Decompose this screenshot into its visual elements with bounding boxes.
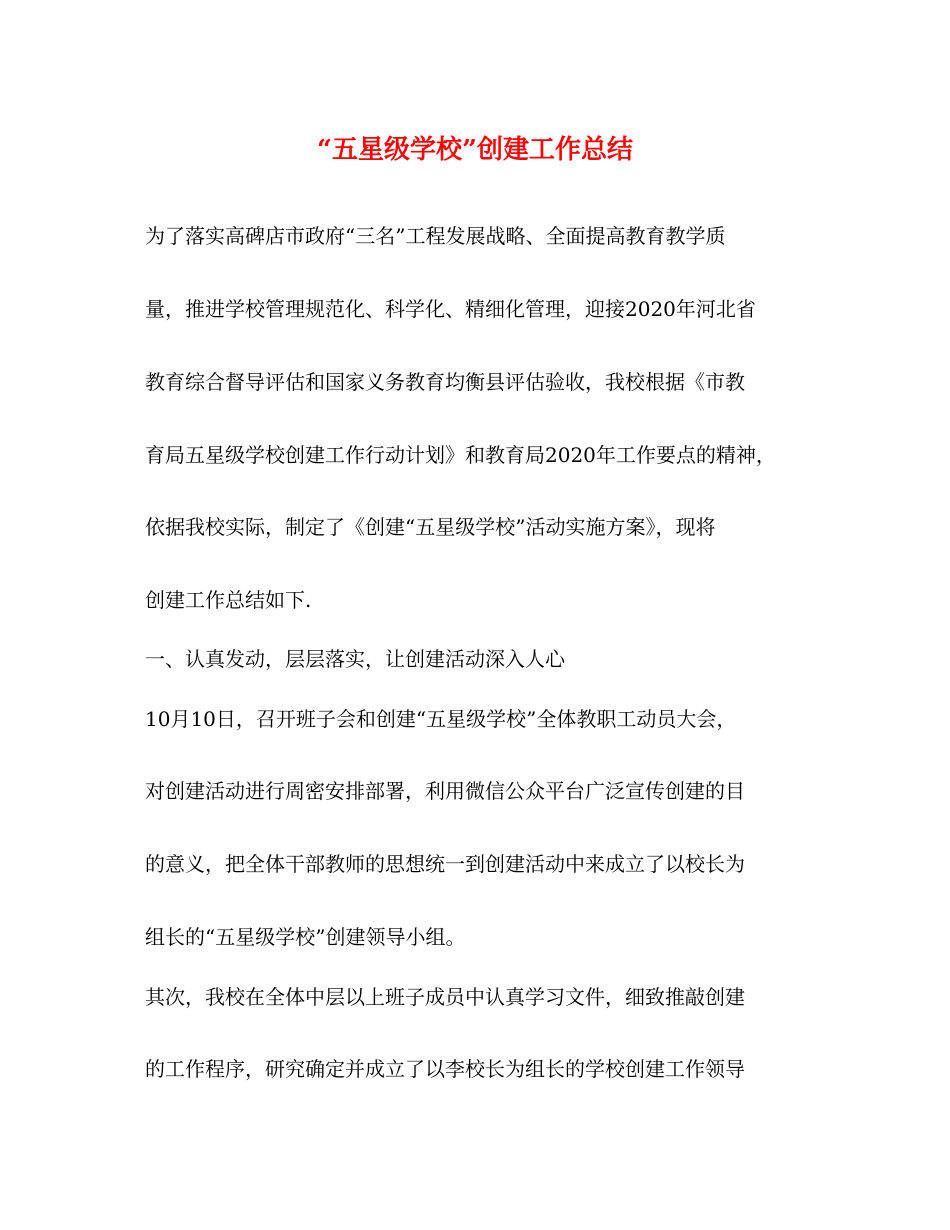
body-line-9: 对创建活动进行周密安排部署，利用微信公众平台广泛宣传创建的目 <box>145 779 745 803</box>
body-line-13: 的工作程序，研究确定并成立了以李校长为组长的学校创建工作领导 <box>145 1057 745 1081</box>
section-heading-1: 一、认真发动，层层落实，让创建活动深入人心 <box>145 647 565 671</box>
body-line-8: 10月10日，召开班子会和创建“五星级学校”全体教职工动员大会， <box>145 707 737 731</box>
body-line-3: 教育综合督导评估和国家义务教育均衡县评估验收，我校根据《市教 <box>145 370 745 394</box>
body-line-5: 依据我校实际，制定了《创建“五星级学校”活动实施方案》，现将 <box>145 515 716 539</box>
body-line-12: 其次，我校在全体中层以上班子成员中认真学习文件，细致推敲创建 <box>145 985 745 1009</box>
body-line-6: 创建工作总结如下. <box>145 588 312 612</box>
body-line-4: 育局五星级学校创建工作行动计划》和教育局2020年工作要点的精神， <box>145 443 776 467</box>
body-line-11: 组长的“五星级学校”创建领导小组。 <box>145 925 466 949</box>
body-line-10: 的意义，把全体干部教师的思想统一到创建活动中来成立了以校长为 <box>145 852 745 876</box>
body-line-1: 为了落实高碑店市政府“三名”工程发展战略、全面提高教育教学质 <box>145 224 726 248</box>
body-line-2: 量，推进学校管理规范化、科学化、精细化管理，迎接2020年河北省 <box>145 297 756 321</box>
document-title: “五星级学校”创建工作总结 <box>317 135 633 165</box>
